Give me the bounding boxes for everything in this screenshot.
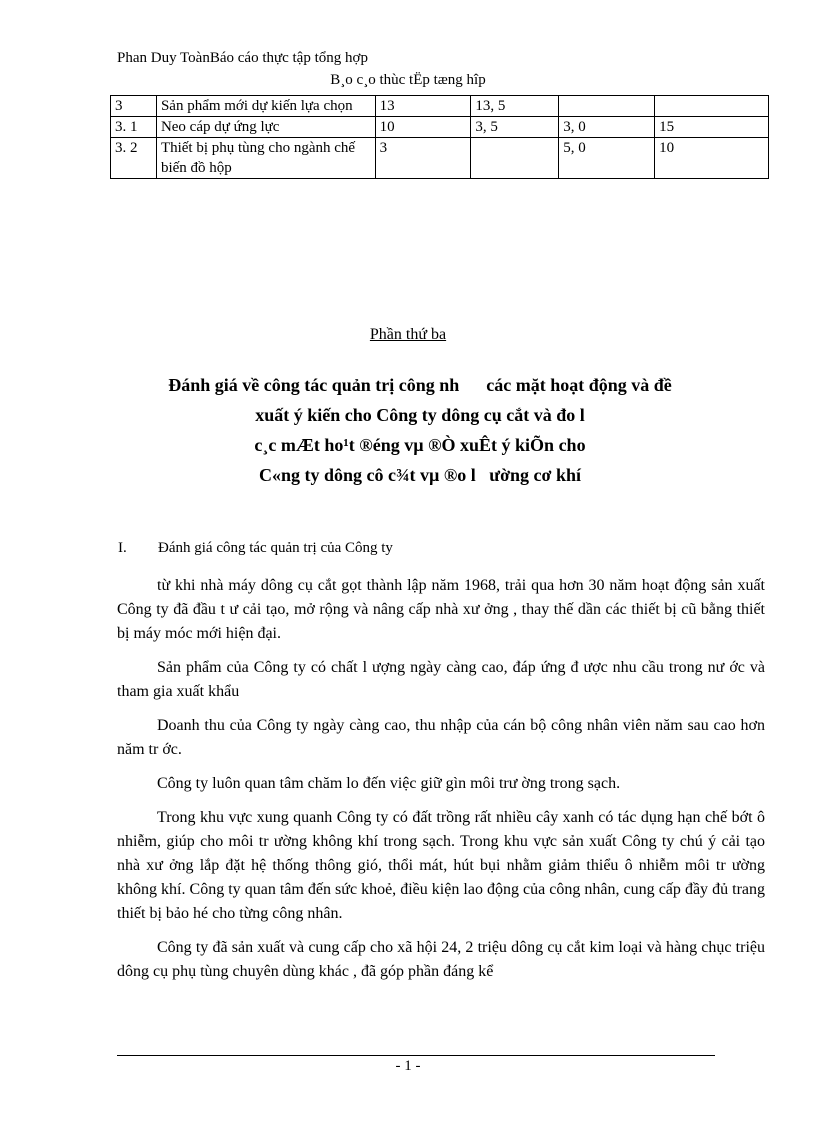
table-cell: Sản phẩm mới dự kiến lựa chọn: [156, 96, 375, 117]
table-cell: 3. 2: [111, 138, 157, 179]
subsection-number: I.: [118, 540, 127, 556]
heading-line: Đánh giá về công tác quản trị công nh các mặt hoạt động và đề: [168, 375, 672, 395]
heading-line: xuất ý kiến cho Công ty dông cụ cắt và đo l: [255, 405, 585, 425]
table-cell: 5, 0: [559, 138, 655, 179]
table-cell: [559, 96, 655, 117]
table-cell: 3, 5: [471, 117, 559, 138]
header-author-line: Phan Duy ToànBáo cáo thực tập tổng hợp: [117, 50, 368, 66]
subsection-title: Đánh giá công tác quản trị của Công ty: [158, 540, 393, 556]
paragraph: từ khi nhà máy dông cụ cắt gọt thành lập năm 1968, trải qua hơn 30 năm hoạt động sản xuất Công ty đã đầu t ư cải tạo, mở rộng và nâng cấp nhà xư ởng , thay thế dần các thiết bị cũ bằng thiết bị máy móc mới hiện đại.: [117, 577, 765, 642]
section-title: Phần thứ ba: [369, 326, 447, 343]
header-report-title: B¸o c¸o thùc tËp tæng hîp: [330, 72, 486, 88]
product-table: [110, 95, 769, 179]
table-cell: [655, 96, 769, 117]
table-cell: 3: [111, 96, 157, 117]
table-row: [111, 138, 769, 179]
paragraph: Sản phẩm của Công ty có chất l ượng ngày càng cao, đáp ứng đ ược nhu cầu trong nư ớc và tham gia xuất khẩu: [117, 659, 765, 700]
table-cell: 10: [375, 117, 471, 138]
table-cell: 3: [375, 138, 471, 179]
table-cell: 15: [655, 117, 769, 138]
table-cell: Neo cáp dự ứng lực: [156, 117, 375, 138]
paragraph: Công ty luôn quan tâm chăm lo đến việc giữ gìn môi trư ờng trong sạch.: [157, 775, 621, 792]
table-cell: 3, 0: [559, 117, 655, 138]
table-row: [111, 117, 769, 138]
chapter-heading: [100, 370, 740, 490]
paragraph: Trong khu vực xung quanh Công ty có đất trồng rất nhiều cây xanh có tác dụng hạn chế bớt ô nhiễm, giúp cho môi tr ường không khí trong sạch. Trong khu vực sản xuất Công ty chú ý cải tạo nhà xư ởng lắp đặt hệ thống thông gió, thổi mát, hút bụi nhằm giảm thiểu ô nhiễm môi tr ường không khí. Công ty quan tâm đến sức khoẻ, điều kiện lao động của công nhân, cung cấp đầy đủ trang thiết bị bảo hé cho từng công nhân.: [117, 809, 765, 922]
page-number: - 1 -: [395, 1058, 421, 1074]
heading-line: C«ng ty dông cô c¾t vµ ®o l ường cơ khí: [258, 465, 582, 485]
paragraph: Doanh thu của Công ty ngày càng cao, thu nhập của cán bộ công nhân viên năm sau cao hơn năm tr ớc.: [117, 717, 765, 758]
table-cell: [471, 138, 559, 179]
subsection-heading: [118, 540, 393, 557]
table-cell: Thiết bị phụ tùng cho ngành chế biến đồ hộp: [156, 138, 375, 179]
table-row: [111, 96, 769, 117]
body-text: [117, 574, 765, 994]
heading-line: c¸c mÆt ho¹t ®éng vµ ®Ò xuÊt ý kiÕn cho: [254, 435, 586, 455]
table-cell: 13: [375, 96, 471, 117]
table-cell: 10: [655, 138, 769, 179]
footer-divider: [117, 1055, 715, 1056]
table-cell: 13, 5: [471, 96, 559, 117]
table-cell: 3. 1: [111, 117, 157, 138]
paragraph: Công ty đã sản xuất và cung cấp cho xã hội 24, 2 triệu dông cụ cắt kim loại và hàng chục triệu dông cụ phụ tùng chuyên dùng khác , đã góp phần đáng kể: [117, 939, 765, 980]
